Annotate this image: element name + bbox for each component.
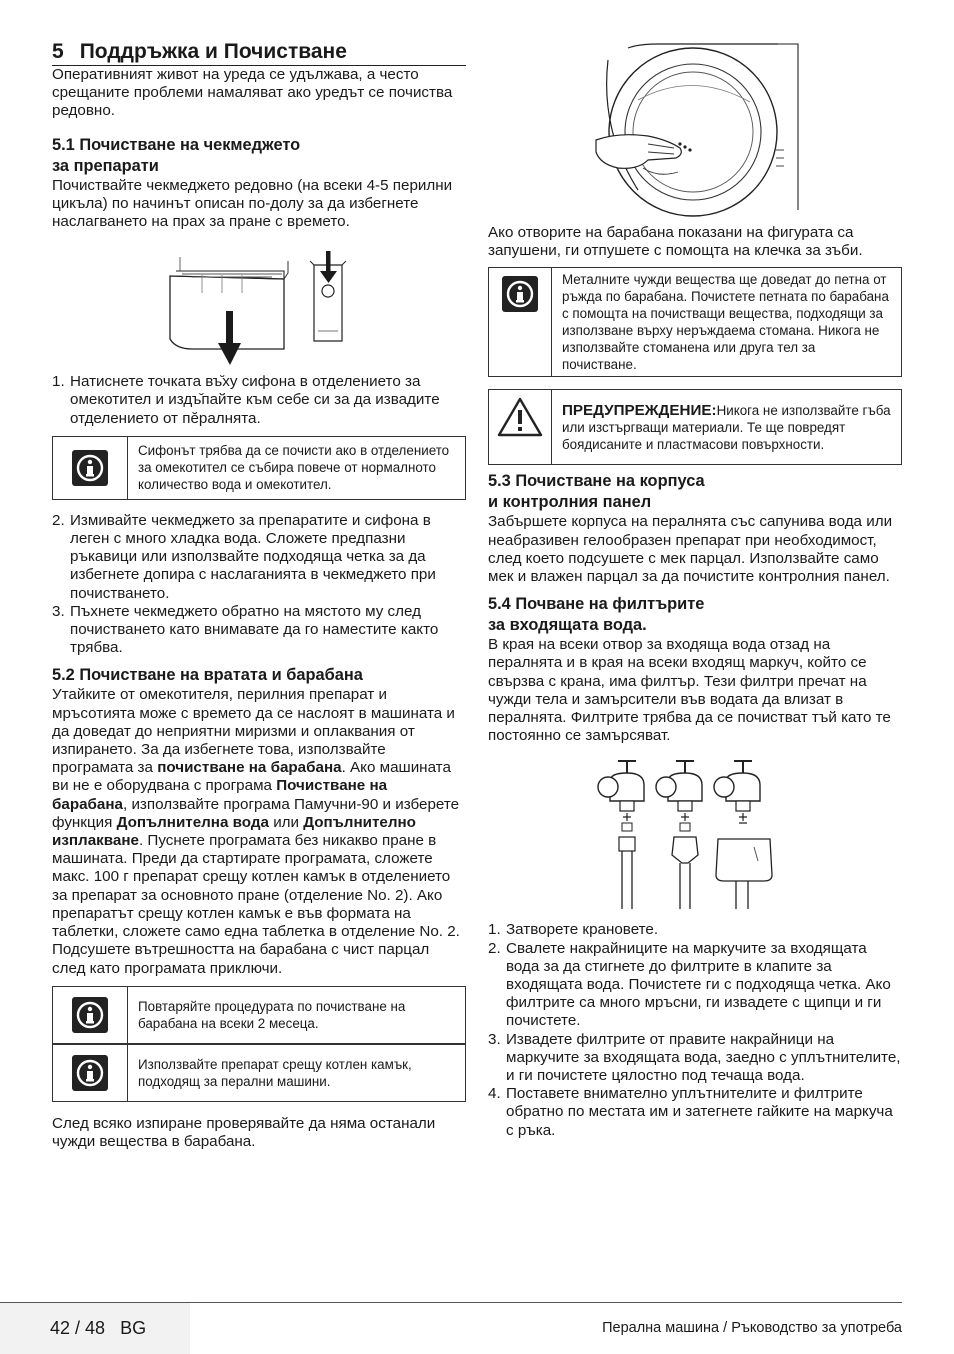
subsection-5-2-title: 5.2 Почистване на вратата и барабана — [52, 666, 363, 685]
subsection-5-3-title: 5.3 Почистване на корпуса и контролния панел — [488, 472, 705, 512]
list-item: 3. Извадете филтрите от правите накрайници на маркучите за входящата вода, заедно с уплътнителите, и ги почистете цялостно под течаща вода. — [488, 1030, 901, 1085]
info-icon — [72, 1055, 108, 1091]
list-item: 2. Свалете накрайниците на маркучите за входящата вода за да стигнете до филтрите в клапите за входящата вода. Почистете ги с подходяща четка. Ако филтрите са много мръсни, ги извадете с щипци и ги почистете. — [488, 939, 891, 1030]
left-column — [52, 40, 466, 1151]
s54-text: В края на всеки отвор за входяща вода отзад на пералнята и в края на всеки входящ маркуч, който се свързва с крана, има филтър. Тези филтри пречат на чужди тела и замърсители във водата да влизат в пералнята. Филтрите трябва да се почистват тъй като те постоянно се замърсяват. — [488, 636, 891, 745]
s53-text: Забършете корпуса на пералнята със сапунива вода или неабразивен гелообразен препарат при необходимост, след което подсушете с мек парцал. Използвайте само мек и влажен парцал за да почистите контролния панел. — [488, 513, 893, 586]
drum-text: Ако отворите на барабана показани на фигурата са запушени, ги отпушете с помощта на клечка за зъби. — [488, 224, 863, 260]
s52-body: Утайките от омекотителя, перилния препарат и мръсотията може с времето да се наслоят в машината и да доведат до неприятни миризми и оплаквания от изпирането. За да избегнете това, използвайте програмата за почистване на барабана. Ако машината ви не е оборудвана с програма Почистване на барабана, използвайте програма Памучни-90 и изберете функция Допълнителна вода или Допълнително изплакване. Пуснете програмата без никакво пране в машината. Преди да стартирате програмата, сложете макс. 100 г препарат срещу котлен камък в отделението за препарат за основното пране (отделение No. 2). Ако препаратът срещу котлен камък е във формата на таблетки, сложете само една таблетка в отделение No. 2. Подсушете вътрешността на барабана с чист парцал след като програмата приключи. — [52, 686, 460, 977]
info-icon — [72, 997, 108, 1033]
filters-illustration — [488, 751, 902, 917]
detergent-drawer-figure — [52, 231, 466, 373]
subsection-5-1-title: 5.1 Почистване на чекмеджето за препарати — [52, 135, 301, 175]
s51-steps-a — [52, 373, 466, 428]
s52-after: След всяко изпиране проверявайте да няма останали чужди вещества в барабана. — [52, 1114, 436, 1150]
drum-illustration — [488, 40, 902, 222]
warning-triangle-icon — [496, 396, 544, 438]
info-note: Сифонът трябва да се почисти ако в отделението за омекотител се събира повече от нормалното количество вода и омекотител. — [52, 436, 466, 500]
list-item: 2. Измивайте чекмеджето за препаратите и сифона в леген с много хладка вода. Сложете предпазни ръкавици или използвайте подходяща четка за да избегнете допира с наслаганията в чекмеджето при почистването. — [52, 511, 436, 602]
s51-intro: Почиствайте чекмеджето редовно (на всеки 4-5 перилни цикъла) по начинът описан по-долу за да избегнете наслагването на прах за пране с времето. — [52, 176, 453, 231]
info-note: Металните чужди вещества ще доведат до петна от ръжда по барабана. Почистете петната по барабана с помощта на почистващи вещества, подходящи за използване върху неръждаема стомана. Никога не използвайте стоманена или друга тел за почистване. — [488, 267, 902, 377]
list-item: 1. Натиснете точката въ̆ху сифона в отделението за омекотител и издъ̆пайте към себе си за да извадите отделението от пӗралнята. — [52, 373, 440, 427]
section-title: 5 Поддръжка и Почистване — [52, 40, 466, 66]
info-icon — [502, 276, 538, 312]
subsection-5-4-title: 5.4 Почване на филтърите за входящата вода. — [488, 595, 705, 635]
list-item: 4. Поставете внимателно уплътнителите и филтрите обратно по местата им и затегнете гайките на маркуча с ръка. — [488, 1085, 893, 1139]
list-item: 1. Затворете крановете. — [488, 921, 659, 939]
s54-steps — [488, 921, 902, 1139]
info-note: Използвайте препарат срещу котлен камък, подходящ за перални машини. — [52, 1044, 466, 1102]
footer-title: Перална машина / Ръководство за употреба — [602, 1320, 902, 1336]
drawer-illustration — [52, 231, 466, 373]
right-column — [488, 40, 902, 1140]
s52-notes — [52, 986, 466, 1102]
s51-steps-b — [52, 512, 466, 658]
info-note: Повтаряйте процедурата по почистване на барабана на всеки 2 месеца. — [52, 986, 466, 1044]
page-number: 42 / 48 BG — [50, 1318, 147, 1338]
drum-cleaning-figure — [488, 40, 902, 222]
warning-note: ПРЕДУПРЕЖДЕНИЕ:Никога не използвайте гъба или изстъргващи материали. Те ще повредят боядисаните и пластмасови повърхности. — [488, 389, 902, 465]
section-intro: Оперативният живот на уреда се удължава, а често срещаните проблеми намаляват ако уредът се почиства редовно. — [52, 66, 453, 120]
info-icon — [72, 450, 108, 486]
water-filters-figure — [488, 751, 902, 917]
list-item: 3. Пъхнете чекмеджето обратно на мястото му след почистването като внимавате да го наместите както трябва. — [52, 602, 439, 657]
